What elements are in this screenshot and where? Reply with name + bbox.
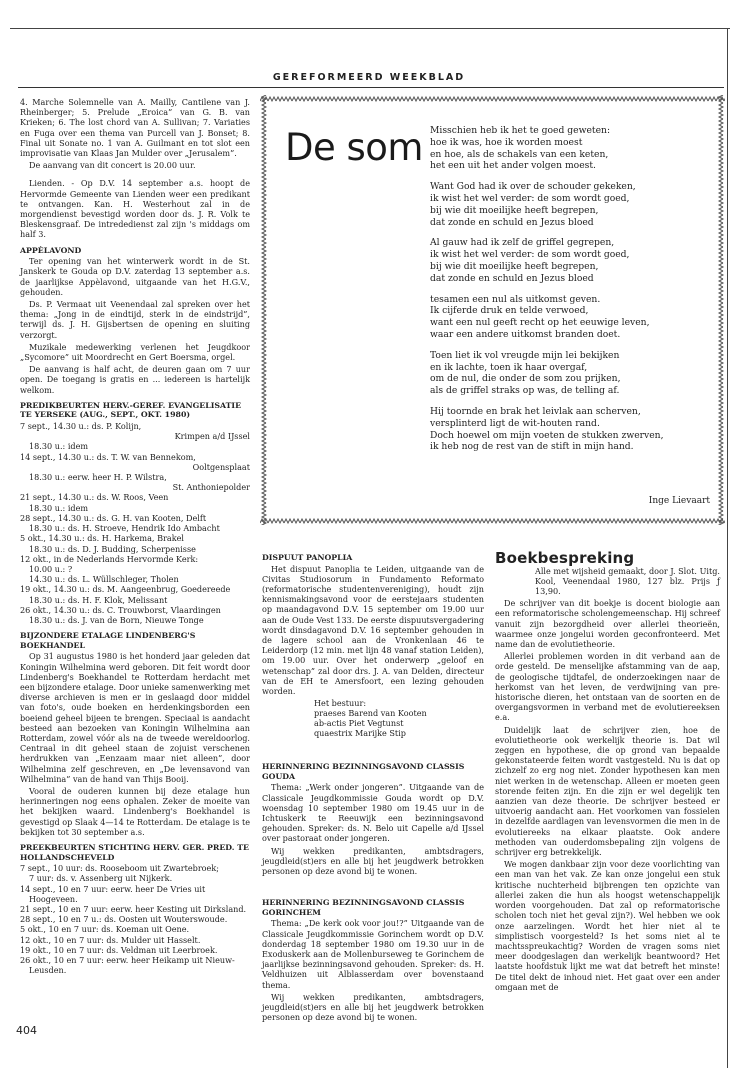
poem-line: Al gauw had ik zelf de griffel gegrepen, [430, 237, 615, 249]
poem-line: bij wie dit moeilijke heeft begrepen, [430, 204, 599, 216]
gorinchem-heading: HERINNERING BEZINNINGSAVOND CLASSIS GORINCHEM [262, 898, 465, 917]
schedule-item: 26 okt., 10 en 7 uur: eerw. heer Heikamp uit Nieuw-Leusden. [20, 954, 235, 976]
schedule-item: 7 sept., 14.30 u.: ds. P. Kolijn, [20, 421, 142, 432]
poem-line: Hij toornde en brak het leivlak aan scherven, [430, 405, 641, 417]
review-paragraph: Duidelijk laat de schrijver zien, hoe de evolutietheorie ook werkelijk theorie is. Dat wil zeggen en hypothese, die op grond van bepaalde gekonstateerde feiten wordt vastgesteld. Nu is dat op zichzelf zo erg nog niet. Zonder hypothesen kan men niet werken in de wetenschap. Alleen er moeten geen storende feiten zijn. En die zijn er wel degelijk ten aanzien van deze theorie. De schrijver besteed er uitvoerig aandacht aan. Het voorkomen van fossielen in dezelfde aardlagen van levensvormen die men in de evolutiereeks na elkaar plaatste. Ook andere methoden van ouderdomsbepaling zijn volgens de schrijver erg betrekkelijk. [495, 724, 720, 858]
left-column [20, 97, 250, 975]
appelavond-paragraph: Ds. P. Vermaat uit Veenendaal zal spreken over het thema: „Jong in de eindtijd, sterk in de eindstrijd”, terwijl ds. J. H. Gijsbertsen de opening en sluiting verzorgt. [20, 299, 250, 340]
poem-line: Misschien heb ik het te goed geweten: [430, 125, 611, 136]
poem-author: Inge Lievaart [648, 496, 710, 506]
schedule-item: 21 sept., 10 en 7 uur: eerw. heer Kesting uit Dirksland. [20, 903, 247, 914]
signature-line: praeses Barend van Kooten [314, 708, 427, 719]
gouda-heading: HERINNERING BEZINNINGSAVOND CLASSIS GOUDA [262, 762, 465, 781]
etalage-paragraph: Vooral de ouderen kunnen bij deze etalage hun herinneringen nog eens ophalen. Zeker de moeite van het bekijken waard. Lindenberg's Boekhandel is gevestigd op Slaak 4—14 te Rotterdam. De etalage is te bekijken tot 30 september a.s. [20, 785, 250, 837]
poem-title: De som [285, 126, 423, 169]
poem-line: Toen liet ik vol vreugde mijn lei bekijken [430, 349, 620, 361]
appelavond-paragraph: Muzikale medewerking verlenen het Jeugdkoor „Sycomore” uit Moordrecht en Gert Boersma, orgel. [20, 341, 250, 363]
masthead: GEREFORMEERD WEEKBLAD [272, 72, 466, 83]
poem-stanza [430, 406, 715, 453]
appelavond-paragraph: Ter opening van het winterwerk wordt in de St. Janskerk te Gouda op D.V. zaterdag 13 september a.s. de jaarlijkse Appèlavond, uitgaande van het H.G.V., gehouden. [20, 256, 250, 297]
poem-border-left [260, 95, 268, 525]
gorinchem-paragraph: Thema: „De kerk ook voor jou!?” Uitgaande van de Classicale Jeugdkommissie Gorinchem wordt op D.V. donderdag 18 september 1980 om 19.30 uur in de Exoduskerk aan de Mollenburseweg te Gorinchem de jaarlijkse bezinningsavond gehouden. Spreker: ds. H. Veldhuizen uit Alblasserdam over bovenstaand thema. [262, 918, 484, 990]
panoplia-paragraph: Het dispuut Panoplia te Leiden, uitgaande van de Civitas Studiosorum in Fundamento Reformato (reformatorische studentenvereniging), houdt zijn kennismakingsavond voor de eerstejaars studenten op maandagavond D.V. 15 september om 19.00 uur aan de Oude Vest 133. De eerste dispuutsvergadering wordt dinsdagavond D.V. 16 september gehouden in de lagere school aan de Vronkenlaan 46 te Leiderdorp (12 min. met lijn 48 vanaf station Leiden), om 19.00 uur. Over het onderwerp „geloof en wetenschap” zal door drs. J. A. van Delden, directeur van de EH te Amersfoort, een lezing gehouden worden. [262, 563, 484, 697]
poem-stanza [430, 125, 715, 172]
schedule-item: 5 okt., 14.30 u.: ds. H. Harkema, Brakel [20, 533, 185, 544]
poem-line: want een nul geeft recht op het eeuwige leven, [430, 317, 650, 329]
poem-line: ik wist het wel verder: de som wordt goed, [430, 249, 630, 261]
poem-text [430, 125, 715, 462]
poem-line: Doch hoewel om mijn voeten de stukken zwerven, [430, 429, 664, 441]
poem-line: als de griffel straks op was, de telling af. [430, 385, 620, 397]
poem-line: hoe ik was, hoe ik worden moest [430, 136, 583, 148]
yerseke-heading: PREDIKBEURTEN HERV.-GEREF. EVANGELISATIE TE YERSEKE (AUG., SEPT., OKT. 1980) [20, 400, 242, 420]
panoplia-heading: DISPUUT PANOPLIA [262, 553, 353, 562]
right-column [495, 549, 720, 994]
signature-line: Het bestuur: [314, 698, 367, 709]
poem-stanza [430, 181, 715, 228]
schedule-item: 7 uur: ds. v. Assenberg uit Nijkerk. [29, 873, 173, 884]
poem-line: om de nul, die onder de som zou prijken, [430, 373, 621, 385]
lienden-notice: Lienden. - Op D.V. 14 september a.s. hoopt de Hervormde Gemeente van Lienden weer een predikant te ontvangen. Kan. H. Westerhout zal in de morgendienst bevestigd worden door ds. J. R. Volk te Bleskensgraaf. De intrededienst zal zijn 's middags om half 3. [20, 178, 250, 240]
etalage-paragraph: Op 31 augustus 1980 is het honderd jaar geleden dat Koningin Wilhelmina werd geboren. Dit feit wordt door Lindenberg's Boekhandel te Rotterdam herdacht met een bijzondere etalage. Door unieke samenwerking met diverse archieven is men er in geslaagd door middel van foto's, oude boeken en herdenkingsborden een boeiend geheel bijeen te brengen. Speciaal is aandacht besteed aan bezoeken van Koningin Wilhelmina aan Rotterdam, zowel vóór als na de tweede wereldoorlog. Centraal in dit geheel staan de zojuist verschenen herdrukken van „Eenzaam maar niet alleen”, door Wilhelmina zelf geschreven, en „De levensavond van Wilhelmina” van de hand van Thijs Booij. [20, 651, 250, 784]
schedule-item: 18.30 u.: ds. D. J. Budding, Scherpenisse [29, 543, 196, 554]
concert-program: 4. Marche Solemnelle van A. Mailly, Cantilene van J. Rheinberger; 5. Prelude „Eroica” van G. B. van Krieken; 6. The lost chord van A. Sullivan; 7. Variaties en Fuga over een thema van Purcell van J. Bonset; 8. Final uit Sonate no. 1 van A. Guilmant en tot slot een improvisatie van Klaas Jan Mulder over „Jerusalem”. [20, 97, 250, 159]
poem-line: ik wist het wel verder: de som wordt goed, [430, 192, 630, 204]
poem-stanza [430, 237, 715, 284]
schedule-item: 28 sept., 10 en 7 u.: ds. Oosten uit Wouterswoude. [20, 914, 228, 925]
schedule-item: 12 okt., 10 en 7 uur: ds. Mulder uit Hasselt. [20, 934, 201, 945]
poem-line: het een uit het ander volgen moest. [430, 160, 596, 172]
poem-line: Want God had ik over de schouder gekeken, [430, 181, 636, 193]
book-info: Alle met wijsheid gemaakt, door J. Slot. Uitg. Kool, Veenendaal 1980, 127 blz. Prijs ƒ 13,90. [535, 566, 720, 597]
schedule-item: 19 okt., 10 en 7 uur: ds. Veldman uit Leerbroek. [20, 944, 218, 955]
gorinchem-paragraph: Wij wekken predikanten, ambtsdragers, jeugdleid(st)ers en alle bij het jeugdwerk betrokken personen op deze avond bij te wonen. [262, 991, 484, 1023]
poem-line: en ik lachte, toen ik haar overgaf, [430, 361, 588, 373]
schedule-item: 19 okt., 14.30 u.: ds. M. Aangeenbrug, Goedereede [20, 584, 231, 595]
review-paragraph: Allerlei problemen worden in dit verband aan de orde gesteld. De menselijke afstamming van de aap, de geologische tijdtafel, de onderzoekingen naar de herkomst van het leven, de verdwijning van pre-historische dieren, het ontstaan van de soorten en de overgangsvormen in verband met de evolutiereeksen e.a. [495, 651, 720, 723]
hollandscheveld-schedule [20, 863, 250, 975]
review-paragraph: We mogen dankbaar zijn voor deze voorlichting van een man van het vak. Ze kan onze jongelui een stuk kritische nuchterheid bijbrengen ten opzichte van allerlei zaken die hun als hoogst wetenschappelijk worden voorgehouden. Dat zal op reformatorische scholen toch niet het geval zijn?). Wel hebben we ook onze aarzelingen. Wordt het hier niet al te simplistisch voorgesteld? Is het soms niet al te machtsspreukachtig? Worden de vragen soms niet meer doodgeslagen dan werkelijk beantwoord? Het laatste hoofdstuk lijkt me wat dat betreft het minste! De titel dekt de inhoud niet. Het gaat over een ander omgaan met de [495, 859, 720, 992]
poem-line: Ik cijferde druk en telde verwoed, [430, 305, 589, 317]
poem-line: waar een andere uitkomst branden doet. [430, 328, 621, 340]
schedule-item: 18.30 u.: ds. H. F. Klok, Melissant [29, 594, 168, 605]
poem-line: bij wie dit moeilijke heeft begrepen, [430, 260, 599, 272]
schedule-item: 14.30 u.: ds. L. Wüllschleger, Tholen [29, 574, 179, 585]
schedule-item: Krimpen a/d IJssel [174, 431, 250, 442]
poem-line: versplinterd ligt de wit-houten rand. [430, 417, 600, 429]
middle-column [262, 553, 484, 1024]
schedule-item: 12 okt., in de Nederlands Hervormde Kerk: [20, 553, 199, 564]
appelavond-paragraph: De aanvang is half acht, de deuren gaan om 7 uur open. De toegang is gratis en ... iedereen is hartelijk welkom. [20, 364, 250, 395]
etalage-heading: BIJZONDERE ETALAGE LINDENBERG'S BOEKHANDEL [20, 631, 196, 650]
schedule-item: 10.00 u.: ? [29, 563, 73, 574]
schedule-item: 18.30 u.: ds. J. van de Born, Nieuwe Tonge [29, 614, 204, 625]
review-paragraph: De schrijver van dit boekje is docent biologie aan een reformatorische scholengemeenschap. Hij schreef vanuit zijn bezorgdheid over allerlei theorieën, waarmee onze jongelui worden geconfronteerd. Met name dan de evolutietheorie. [495, 598, 720, 650]
schedule-item: 18.30 u.: idem [29, 502, 89, 513]
schedule-item: 14 sept., 10 en 7 uur: eerw. heer De Vries uit Hoogeveen. [20, 883, 206, 904]
gouda-paragraph: Thema: „Werk onder jongeren”. Uitgaande van de Classicale Jeugdkommissie Gouda wordt op D.V. woensdag 10 september 1980 om 19.45 uur in de Ichtuskerk te Reeuwijk een bezinningsavond gehouden. Spreker: ds. N. Belo uit Capelle a/d IJssel over pastoraat onder jongeren. [262, 782, 484, 844]
right-border-line [727, 28, 728, 1068]
concert-time: De aanvang van dit concert is 20.00 uur. [29, 160, 196, 171]
page-number: 404 [16, 1024, 37, 1037]
schedule-item: 26 okt., 14.30 u.: ds. C. Trouwborst, Vlaardingen [20, 604, 221, 615]
appelavond-heading: APPÈLAVOND [20, 245, 82, 255]
poem-stanza [430, 294, 715, 341]
poem-line: dat zonde en schuld en Jezus bloed [430, 216, 594, 228]
schedule-item: 21 sept., 14.30 u.: ds. W. Roos, Veen [20, 492, 169, 503]
schedule-item: 18.30 u.: idem [29, 441, 89, 452]
panoplia-signature [262, 698, 484, 738]
poem-border-right [717, 95, 725, 525]
poem-border-top [260, 95, 725, 103]
schedule-item: St. Anthoniepolder [172, 482, 250, 493]
schedule-item: Ooltgensplaat [192, 461, 250, 472]
schedule-item: 7 sept., 10 uur: ds. Rooseboom uit Zwartebroek; [20, 863, 219, 874]
schedule-item: 18.30 u.: ds. H. Stroeve, Hendrik Ido Ambacht [29, 523, 220, 534]
poem-line: en hoe, als de schakels van een keten, [430, 148, 609, 160]
book-review-heading: Boekbespreking [495, 549, 635, 567]
poem-line: dat zonde en schuld en Jezus bloed [430, 272, 594, 284]
poem-line: ik heb nog de rest van de stift in mijn hand. [430, 441, 634, 453]
hollandscheveld-heading: PREEKBEURTEN STICHTING HERV. GER. PRED. TE HOLLANDSCHEVELD [20, 842, 249, 862]
signature-line: quaestrix Marijke Stip [314, 728, 406, 739]
top-border-line [10, 28, 730, 29]
schedule-item: 28 sept., 14.30 u.: ds. G. H. van Kooten, Delft [20, 512, 207, 523]
schedule-item: 5 okt., 10 en 7 uur: ds. Koeman uit Oene. [20, 924, 190, 935]
schedule-item: 18.30 u.: eerw. heer H. P. Wilstra, [29, 472, 167, 483]
poem-stanza [430, 350, 715, 397]
poem-line: tesamen een nul als uitkomst geven. [430, 293, 601, 305]
poem-border-bottom [260, 517, 725, 525]
gouda-paragraph: Wij wekken predikanten, ambtsdragers, jeugdleid(st)ers en alle bij het jeugdwerk betrokken personen op deze avond bij te wonen. [262, 845, 484, 877]
yerseke-schedule [20, 421, 250, 625]
masthead-rule [18, 87, 724, 88]
schedule-item: 14 sept., 14.30 u.: ds. T. W. van Bennekom, [20, 451, 196, 462]
signature-line: ab-actis Piet Vegtunst [314, 718, 404, 729]
